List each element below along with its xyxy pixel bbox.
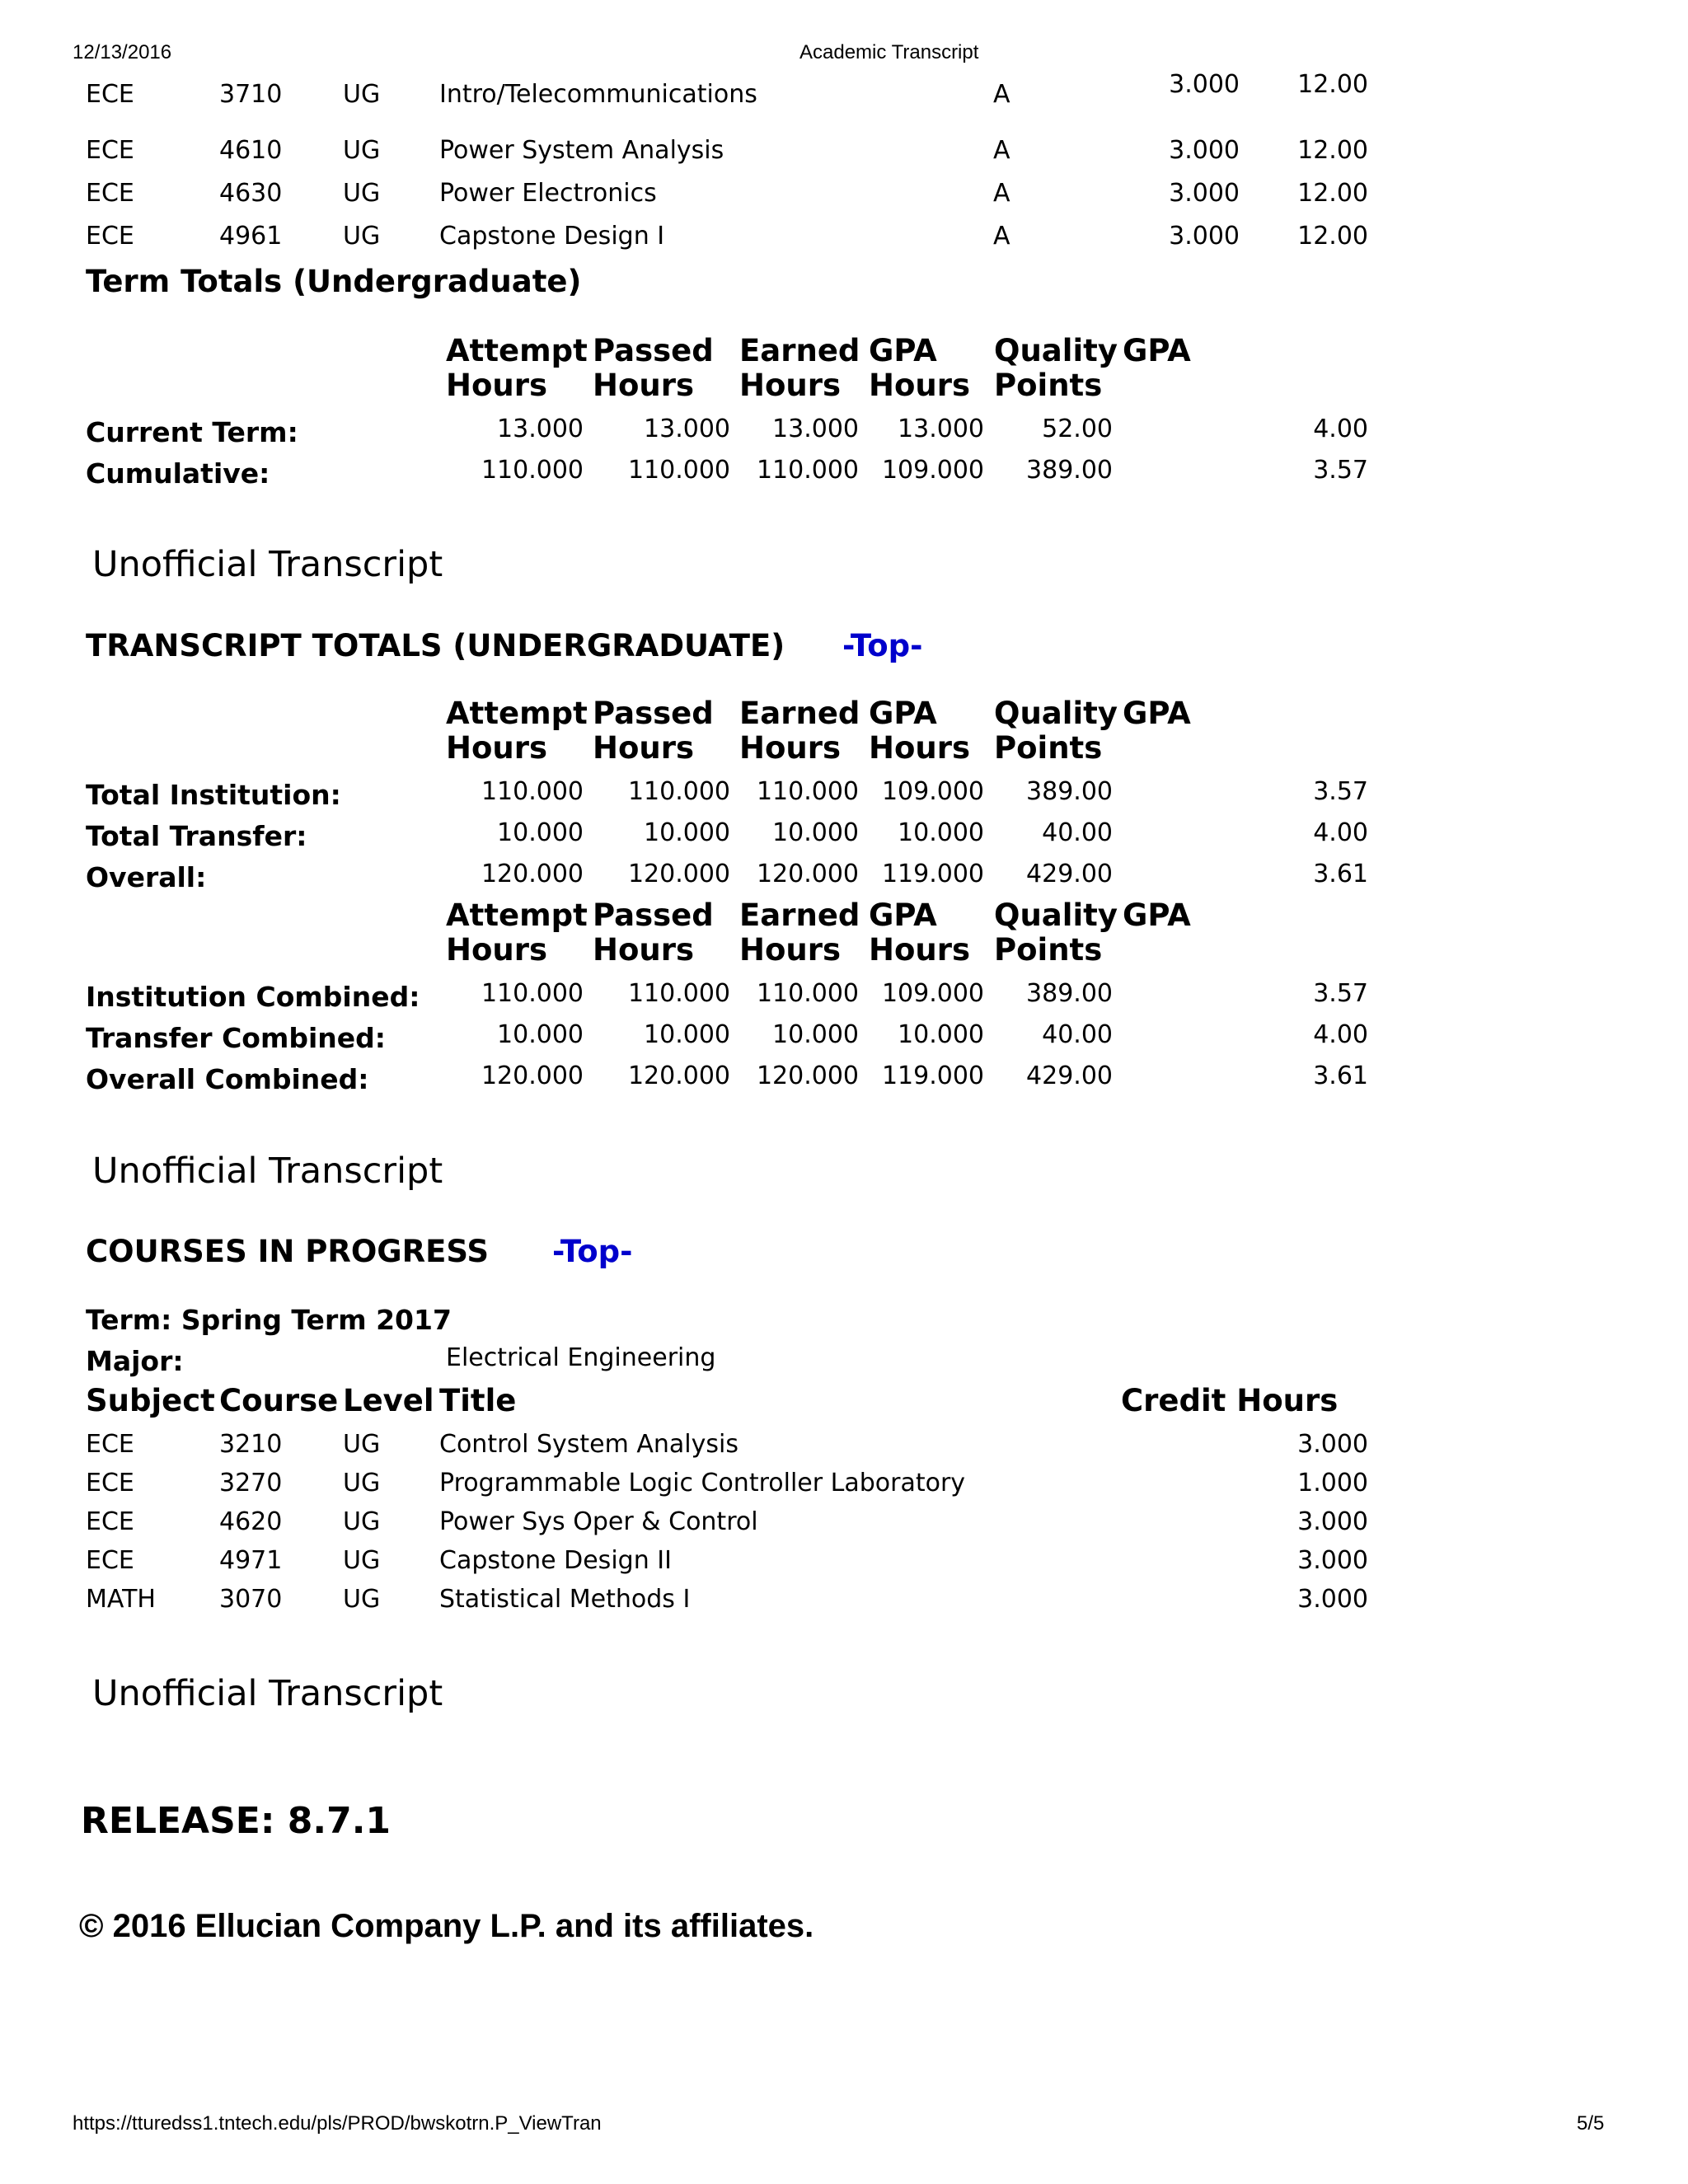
course-level: UG (343, 136, 381, 165)
gpa-hours-value: 109.000 (881, 456, 984, 485)
course-level: UG (343, 1430, 381, 1459)
top-link[interactable]: -Top- (552, 1234, 633, 1269)
col-passed-hours: Passed Hours (593, 696, 714, 766)
gpa-value: 4.00 (1313, 1020, 1368, 1049)
gpa-value: 3.61 (1313, 1062, 1368, 1090)
quality-points-value: 389.00 (1026, 456, 1113, 485)
earned-hours-value: 110.000 (756, 456, 859, 485)
course-title: Capstone Design I (439, 222, 665, 251)
gpa-hours-value: 10.000 (898, 1020, 984, 1049)
course-title: Power Sys Oper & Control (439, 1507, 758, 1536)
col-credit-hours: Credit Hours (1121, 1383, 1339, 1418)
col-earned-hours: Earned Hours (739, 898, 860, 968)
col-quality-points: Quality Points (994, 898, 1118, 968)
course-subject: ECE (86, 1430, 134, 1459)
course-credit: 3.000 (1297, 1430, 1368, 1459)
attempt-hours-value: 120.000 (481, 860, 584, 888)
col-passed-hours: Passed Hours (593, 333, 714, 403)
course-credit: 3.000 (1297, 1507, 1368, 1536)
copyright-notice: © 2016 Ellucian Company L.P. and its affiliates. (79, 1908, 814, 1944)
passed-hours-value: 13.000 (644, 415, 730, 443)
passed-hours-value: 120.000 (627, 1062, 730, 1090)
course-subject: ECE (86, 1469, 134, 1497)
earned-hours-value: 10.000 (772, 1020, 859, 1049)
course-level: UG (343, 1546, 381, 1575)
quality-points-value: 40.00 (1042, 1020, 1113, 1049)
major-value: Electrical Engineering (446, 1343, 716, 1372)
course-title: Statistical Methods I (439, 1585, 691, 1614)
gpa-value: 3.57 (1313, 456, 1368, 485)
course-title: Control System Analysis (439, 1430, 738, 1459)
quality-points-value: 389.00 (1026, 777, 1113, 806)
col-attempt-hours: Attempt Hours (446, 898, 588, 968)
col-earned-hours: Earned Hours (739, 333, 860, 403)
course-quality-points: 12.00 (1297, 179, 1368, 208)
course-subject: ECE (86, 80, 134, 109)
course-number: 3210 (219, 1430, 283, 1459)
attempt-hours-value: 13.000 (497, 415, 584, 443)
col-level: Level (343, 1383, 434, 1418)
col-quality-points: Quality Points (994, 333, 1118, 403)
earned-hours-value: 120.000 (756, 1062, 859, 1090)
course-credit: 3.000 (1297, 1546, 1368, 1575)
course-number: 4610 (219, 136, 283, 165)
course-subject: ECE (86, 1546, 134, 1575)
term-label: Term: Spring Term 2017 (86, 1304, 452, 1336)
passed-hours-value: 110.000 (627, 979, 730, 1008)
totals-row-label: Current Term: (86, 416, 298, 448)
col-gpa: GPA (1123, 898, 1191, 933)
unofficial-transcript-label: Unofficial Transcript (92, 1673, 443, 1714)
course-grade: A (993, 136, 1010, 165)
major-label: Major: (86, 1345, 184, 1377)
course-credit: 3.000 (1297, 1585, 1368, 1614)
totals-row-label: Total Transfer: (86, 820, 307, 852)
gpa-hours-value: 119.000 (881, 860, 984, 888)
passed-hours-value: 110.000 (627, 777, 730, 806)
course-number: 3070 (219, 1585, 283, 1614)
gpa-value: 4.00 (1313, 415, 1368, 443)
course-subject: ECE (86, 1507, 134, 1536)
course-credit: 3.000 (1169, 70, 1240, 99)
gpa-value: 3.61 (1313, 860, 1368, 888)
print-title: Academic Transcript (799, 41, 979, 63)
earned-hours-value: 110.000 (756, 777, 859, 806)
course-credit: 3.000 (1169, 222, 1240, 251)
course-level: UG (343, 179, 381, 208)
course-grade: A (993, 80, 1010, 109)
passed-hours-value: 10.000 (644, 818, 730, 847)
course-number: 3710 (219, 80, 283, 109)
course-title: Programmable Logic Controller Laboratory (439, 1469, 966, 1497)
course-credit: 3.000 (1169, 179, 1240, 208)
unofficial-transcript-label: Unofficial Transcript (92, 1151, 443, 1192)
unofficial-transcript-label: Unofficial Transcript (92, 544, 443, 585)
totals-row-label: Cumulative: (86, 457, 270, 490)
quality-points-value: 389.00 (1026, 979, 1113, 1008)
quality-points-value: 429.00 (1026, 1062, 1113, 1090)
course-title: Intro/Telecommunications (439, 80, 757, 109)
passed-hours-value: 110.000 (627, 456, 730, 485)
earned-hours-value: 10.000 (772, 818, 859, 847)
totals-row-label: Transfer Combined: (86, 1022, 386, 1054)
gpa-value: 4.00 (1313, 818, 1368, 847)
release-version: RELEASE: 8.7.1 (81, 1800, 392, 1842)
course-level: UG (343, 80, 381, 109)
course-level: UG (343, 1507, 381, 1536)
col-attempt-hours: Attempt Hours (446, 696, 588, 766)
quality-points-value: 40.00 (1042, 818, 1113, 847)
totals-row-label: Overall Combined: (86, 1063, 369, 1095)
attempt-hours-value: 110.000 (481, 979, 584, 1008)
transcript-totals-title: TRANSCRIPT TOTALS (UNDERGRADUATE) (86, 628, 785, 663)
col-earned-hours: Earned Hours (739, 696, 860, 766)
col-gpa-hours: GPA Hours (869, 696, 970, 766)
attempt-hours-value: 120.000 (481, 1062, 584, 1090)
course-title: Power Electronics (439, 179, 657, 208)
course-subject: ECE (86, 222, 134, 251)
gpa-hours-value: 119.000 (881, 1062, 984, 1090)
col-passed-hours: Passed Hours (593, 898, 714, 968)
gpa-hours-value: 13.000 (898, 415, 984, 443)
col-gpa: GPA (1123, 333, 1191, 368)
course-level: UG (343, 1585, 381, 1614)
print-url: https://tturedss1.tntech.edu/pls/PROD/bwskotrn.P_ViewTran (73, 2112, 602, 2135)
earned-hours-value: 120.000 (756, 860, 859, 888)
course-subject: ECE (86, 179, 134, 208)
course-number: 4971 (219, 1546, 283, 1575)
earned-hours-value: 110.000 (756, 979, 859, 1008)
courses-in-progress-title: COURSES IN PROGRESS (86, 1234, 490, 1269)
col-title: Title (439, 1383, 517, 1418)
course-number: 4630 (219, 179, 283, 208)
col-attempt-hours: Attempt Hours (446, 333, 588, 403)
quality-points-value: 52.00 (1042, 415, 1113, 443)
course-level: UG (343, 222, 381, 251)
col-quality-points: Quality Points (994, 696, 1118, 766)
course-quality-points: 12.00 (1297, 70, 1368, 99)
course-subject: MATH (86, 1585, 156, 1614)
gpa-value: 3.57 (1313, 777, 1368, 806)
course-number: 3270 (219, 1469, 283, 1497)
attempt-hours-value: 110.000 (481, 456, 584, 485)
passed-hours-value: 120.000 (627, 860, 730, 888)
gpa-hours-value: 10.000 (898, 818, 984, 847)
course-title: Power System Analysis (439, 136, 724, 165)
course-level: UG (343, 1469, 381, 1497)
totals-row-label: Overall: (86, 861, 207, 893)
col-gpa: GPA (1123, 696, 1191, 731)
attempt-hours-value: 10.000 (497, 818, 584, 847)
course-quality-points: 12.00 (1297, 222, 1368, 251)
course-quality-points: 12.00 (1297, 136, 1368, 165)
earned-hours-value: 13.000 (772, 415, 859, 443)
course-number: 4961 (219, 222, 283, 251)
page-number: 5/5 (1577, 2112, 1605, 2135)
term-totals-title: Term Totals (Undergraduate) (86, 264, 582, 299)
col-course: Course (219, 1383, 339, 1418)
col-gpa-hours: GPA Hours (869, 898, 970, 968)
course-title: Capstone Design II (439, 1546, 672, 1575)
course-grade: A (993, 222, 1010, 251)
gpa-value: 3.57 (1313, 979, 1368, 1008)
totals-row-label: Total Institution: (86, 779, 341, 811)
gpa-hours-value: 109.000 (881, 979, 984, 1008)
course-credit: 1.000 (1297, 1469, 1368, 1497)
course-subject: ECE (86, 136, 134, 165)
course-number: 4620 (219, 1507, 283, 1536)
quality-points-value: 429.00 (1026, 860, 1113, 888)
course-credit: 3.000 (1169, 136, 1240, 165)
gpa-hours-value: 109.000 (881, 777, 984, 806)
col-subject: Subject (86, 1383, 215, 1418)
attempt-hours-value: 110.000 (481, 777, 584, 806)
top-link[interactable]: -Top- (842, 628, 923, 663)
attempt-hours-value: 10.000 (497, 1020, 584, 1049)
course-grade: A (993, 179, 1010, 208)
passed-hours-value: 10.000 (644, 1020, 730, 1049)
col-gpa-hours: GPA Hours (869, 333, 970, 403)
print-date: 12/13/2016 (73, 41, 172, 63)
totals-row-label: Institution Combined: (86, 981, 420, 1013)
